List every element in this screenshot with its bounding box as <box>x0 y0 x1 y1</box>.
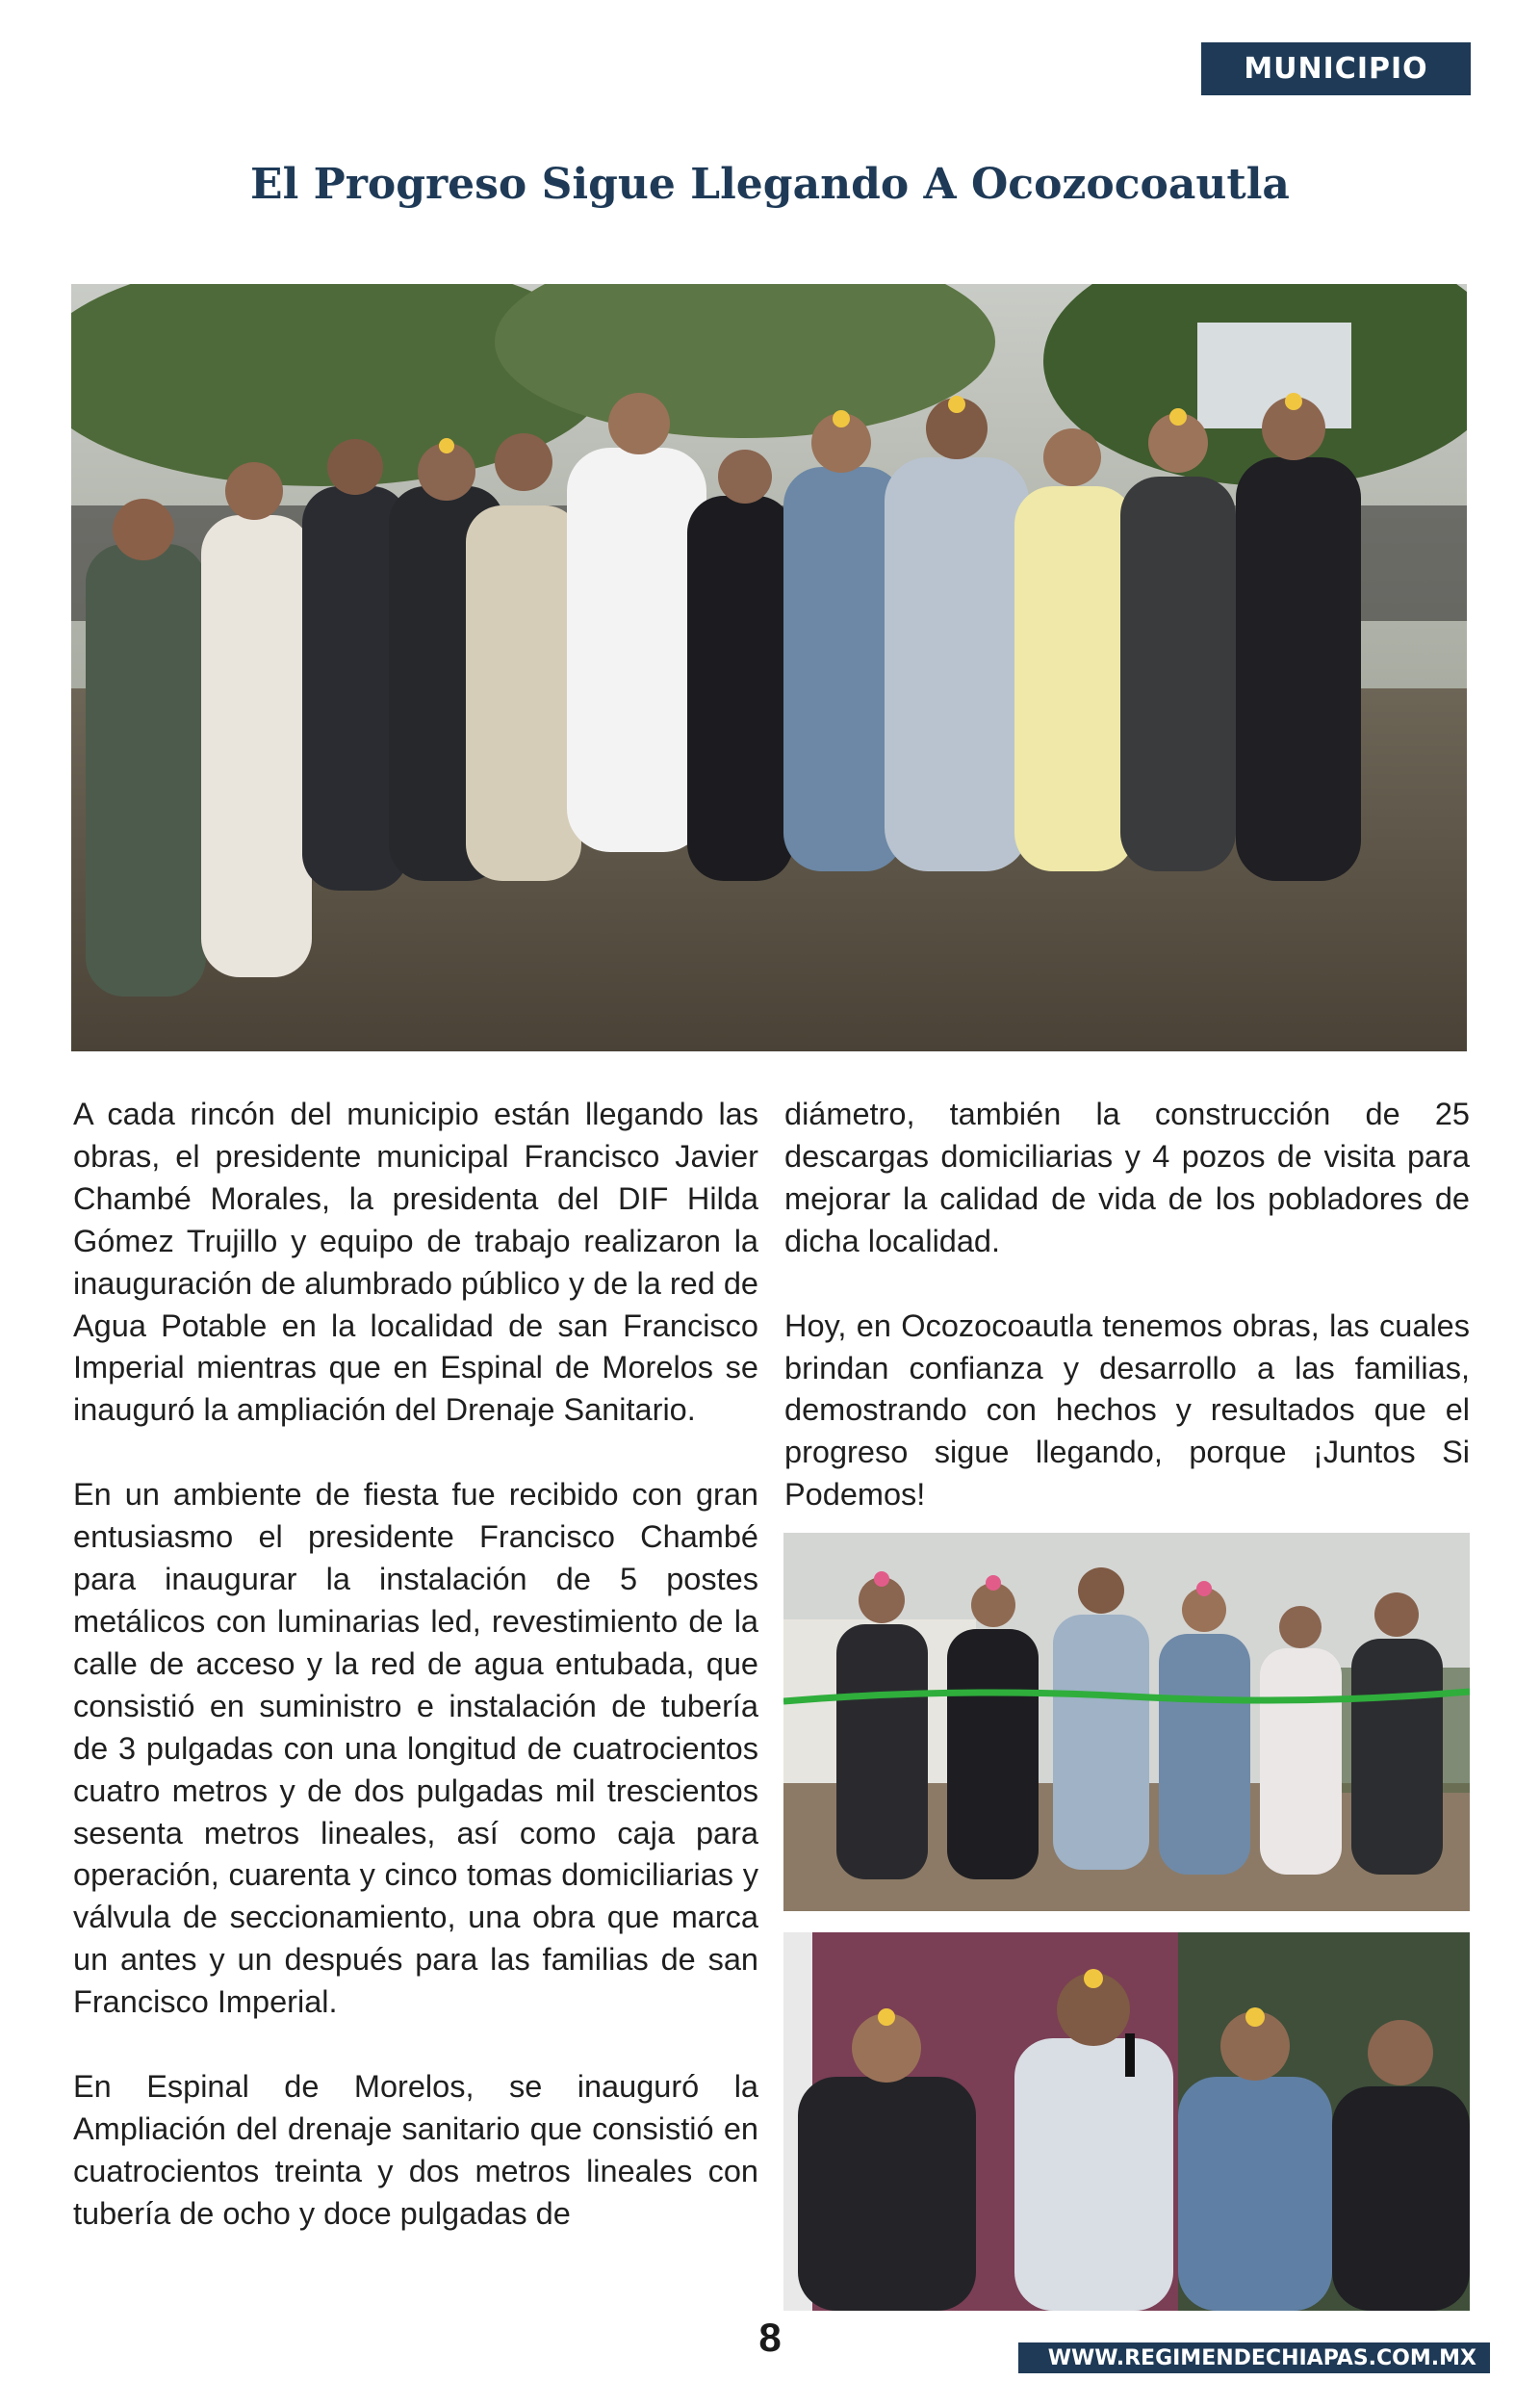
article-paragraph: En Espinal de Morelos, se inauguró la Ampliación del drenaje sanitario que consistió en cuatrocientos treinta y dos metros lineales con tubería de ocho y doce pulgadas de <box>73 2069 758 2231</box>
article-paragraph: diámetro, también la construcción de 25 descargas domiciliarias y 4 pozos de visita para mejorar la calidad de vida de los pobladores de dicha localidad. <box>784 1097 1470 1258</box>
page-number: 8 <box>758 2315 782 2360</box>
article-paragraph: En un ambiente de fiesta fue recibido con gran entusiasmo el presidente Francisco Chambé para inaugurar la instalación de 5 postes metálicos con luminarias led, revestimiento de la calle de acceso y la red de agua entubada, que consistió en suministro e instalación de tubería de 3 pulgadas con una longitud de cuatrocientos cuatro metros y de dos pulgadas mil trescientos sesenta metros lineales, así como caja para operación, cuarenta y cinco tomas domiciliarias y válvula de seccionamiento, una obra que marca un antes y un después para las familias de san Francisco Imperial. <box>73 1477 758 2020</box>
ribbon-cutting-photo <box>783 1533 1470 1911</box>
speaker-microphone-icon <box>783 1932 1470 2311</box>
article-column-right <box>784 1094 1470 1559</box>
article-paragraph: Hoy, en Ocozocoautla tenemos obras, las cuales brindan confianza y desarrollo a las familias, demostrando con hechos y resultados que el progreso sigue llegando, porque ¡Juntos Si Podemos! <box>784 1307 1470 1513</box>
group-photo-icon <box>71 284 1467 1051</box>
footer-website: WWW.REGIMENDECHIAPAS.COM.MX <box>1018 2342 1490 2373</box>
ribbon-cutting-icon <box>783 1533 1470 1911</box>
article-paragraph: A cada rincón del municipio están llegando las obras, el presidente municipal Francisco Javier Chambé Morales, la presidenta del DIF Hilda Gómez Trujillo y equipo de trabajo realizaron la inauguración de alumbrado público y de la red de Agua Potable en la localidad de san Francisco Imperial mientras que en Espinal de Morelos se inauguró la ampliación del Drenaje Sanitario. <box>73 1097 758 1428</box>
section-tag: MUNICIPIO <box>1201 42 1471 95</box>
article-column-left <box>73 1094 758 2278</box>
group-photo <box>71 284 1467 1051</box>
stage-speech-photo <box>783 1932 1470 2311</box>
article-title: El Progreso Sigue Llegando A Ocozocoautla <box>250 160 1290 209</box>
